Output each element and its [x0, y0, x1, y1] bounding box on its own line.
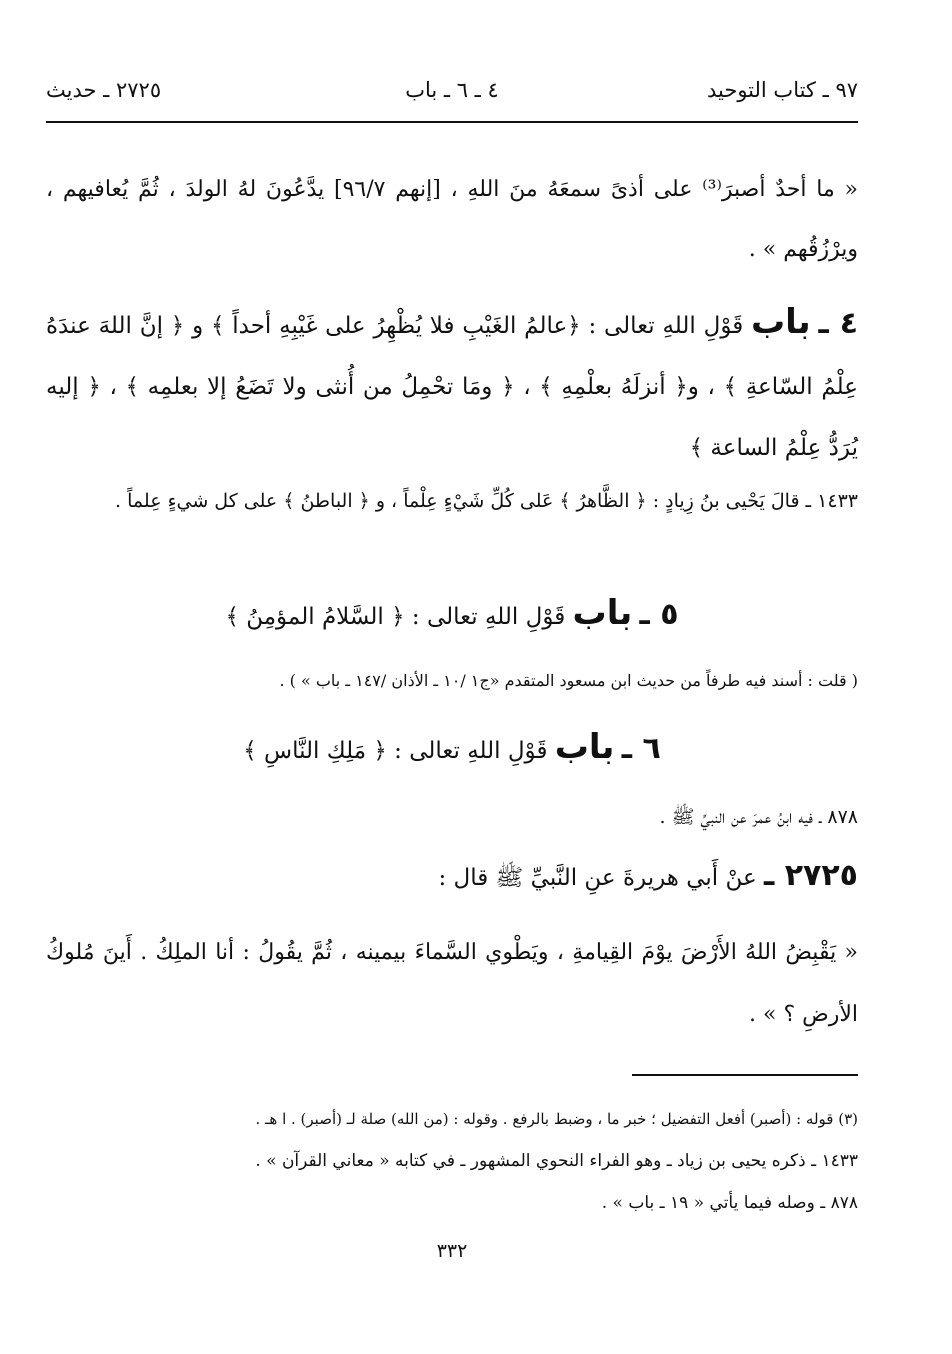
header-hadith-number: ٢٧٢٥ ـ حديث [46, 78, 162, 102]
footnote-1433: ١٤٣٣ ـ ذكره يحيى بن زياد ـ وهو الفراء النحوي المشهور ـ في كتابه « معاني القرآن » . [255, 1151, 858, 1171]
hadith-text: « يَقْبِضُ اللهُ الأَرْضَ يوْمَ القِيامةِ ، ويَطْوي السَّماءَ بيمينه ، ثُمَّ يقُولُ : أنا الملِكُ . أَينَ مُلوكُ الأرضِ ؟ » . [46, 940, 858, 1027]
footnotes [46, 1098, 858, 1224]
chapter-5 [46, 588, 858, 642]
chapter-5-bab-word: باب [572, 593, 633, 633]
footnote-rule [632, 1074, 858, 1076]
chapter-4-number: ٤ ـ [818, 306, 858, 341]
hadith-heading [438, 852, 858, 902]
chapter-4-bab-word: باب [751, 302, 811, 342]
chapter-6-title: قَوْلِ اللهِ تعالى : ﴿ مَلِكِ النَّاسِ ﴾ [243, 738, 548, 764]
hadith-continuation: « ما أحدٌ أصبرَ⁽³⁾ على أذىً سمعَهُ منَ اللهِ ، [إنهم ٩٦/٧] يدَّعُونَ لهُ الولدَ ، ثُمَّ يُعافيهم ، ويرْزُقُهم » . [46, 177, 858, 262]
chapter-4-title: قَوْلِ اللهِ تعالى : ﴿عالمُ الغَيْبِ فلا يُظْهِرُ على غَيْبِهِ أحداً ﴾ و ﴿ إنَّ اللهَ عندَهُ عِلْمُ السّاعةِ ﴾ ، و﴿ أنزلَهُ بعلْمِهِ ﴾ ، ﴿ ومَا تحْمِلُ من أُنثى ولا تَضَعُ إلا بعلمِه ﴾ ، ﴿ إليه يُرَدُّ عِلْمُ الساعة ﴾ [46, 313, 858, 461]
chapter-6-number: ٦ ـ [621, 731, 661, 766]
header-book-title: ٩٧ ـ كتاب التوحيد [706, 78, 858, 102]
reference-878: ٨٧٨ ـ فيه ابنُ عمرَ عن النبيِّ ﷺ . [659, 806, 858, 828]
chapter-5-number: ٥ ـ [639, 597, 679, 632]
hadith-isnad: عنْ أَبي هريرةَ عنِ النَّبيِّ ﷺ قال : [438, 865, 757, 891]
editor-note: ( قلت : أسند فيه طرفاً من حديث ابن مسعود المتقدم «ج١ /١٠ ـ الأذان /١٤٧ ـ باب » ) . [279, 671, 858, 690]
hadith-number: ٢٧٢٥ ـ [764, 858, 858, 893]
chapter-6-bab-word: باب [554, 727, 615, 767]
chapter-4 [46, 292, 858, 479]
chapter-6 [46, 722, 858, 776]
commentary-1433: ١٤٣٣ ـ قالَ يَحْيى بنُ زِيادٍ : ﴿ الظَّاهرُ ﴾ عَلى كُلِّ شَيْءٍ عِلْماً ، و ﴿ الباطنُ ﴾ على كل شيءٍ عِلماً . [115, 490, 858, 512]
header-chapter: ٤ ـ ٦ ـ باب [405, 78, 499, 102]
footnote-878: ٨٧٨ ـ وصله فيما يأتي « ١٩ ـ باب » . [601, 1193, 858, 1213]
chapter-5-title: قَوْلِ اللهِ تعالى : ﴿ السَّلامُ المؤمِنُ ﴾ [225, 604, 566, 630]
page-number: ٣٣٢ [436, 1240, 468, 1262]
running-header [46, 78, 858, 114]
footnote-3: (٣) قوله : (أصبر) أفعل التفضيل ؛ خبر ما ، وضبط بالرفع . وقوله : (من الله) صلة لـ (أصبر) . ا هـ . [255, 1110, 858, 1128]
book-page [46, 0, 858, 1354]
header-rule [46, 121, 858, 123]
